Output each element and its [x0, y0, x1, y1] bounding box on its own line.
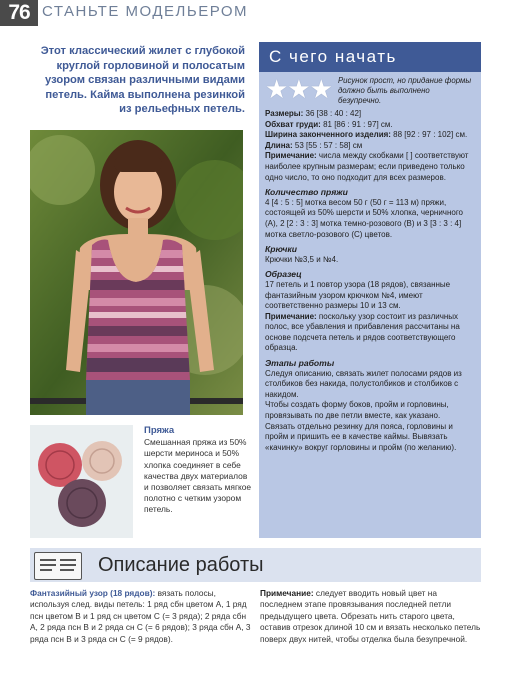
- sample-text: 17 петель и 1 повтор узора (18 рядов), связанные фантазийным узором крючком №4, имеют соответственно размеры 10 и 13 см.: [265, 279, 451, 311]
- intro-text: Этот классический жилет с глубокой круглой горловиной и полосатым узором связан различными видами петель. Кайма выполнена резинкой из рельефных петель.: [40, 45, 245, 116]
- note-sample: Примечание: поскольку узор состоит из различных полос, все убавления и прибавления рассчитаны на основе подсчета петель и рядов соответствующего образца.: [265, 311, 460, 353]
- pattern-instructions: [30, 588, 252, 645]
- yarn-balls-illustration: [30, 425, 133, 538]
- model-photo-illustration: [30, 130, 243, 415]
- difficulty-stars-icon: ★★★: [265, 74, 332, 104]
- section-title: СТАНЬТЕ МОДЕЛЬЕРОМ: [42, 3, 249, 20]
- chest-field: Обхват груди: 81 [86 : 91 : 97] см.: [265, 119, 393, 129]
- info-panel: [259, 42, 481, 538]
- yarn-photo: [30, 425, 133, 538]
- yarn-description: [144, 425, 254, 516]
- stages-paragraph-2: Чтобы создать форму боков, пройм и горловины, провязывать по две петли вместе, как указано.: [265, 400, 449, 421]
- pattern-text: вязать полосы, используя след. виды петель: 1 ряд сбн цветом A, 1 ряд псн цветом B и 1 ряд сн цветом C (= 3 ряда); 2 ряда сбн A, 2 ряда псн B и 2 ряда сн C (= 6 рядов); 3 ряда сбн A, 3 ряда псн B и 3 ряда сн C (= 9 рядов).: [30, 588, 251, 644]
- sample-title: Образец: [265, 269, 302, 280]
- width-field: Ширина законченного изделия: 88 [92 : 97 : 102] см.: [265, 130, 468, 140]
- yarn-quantity-title: Количество пряжи: [265, 187, 348, 198]
- sizes-field: Размеры: 36 [38 : 40 : 42]: [265, 109, 362, 118]
- description-title: Описание работы: [98, 554, 264, 576]
- hooks-text: Крючки №3,5 и №4.: [265, 254, 339, 264]
- difficulty-row: [265, 76, 475, 106]
- description-header: [30, 548, 481, 582]
- page-number: 76: [0, 0, 38, 26]
- note-label: Примечание:: [260, 588, 314, 598]
- color-change-note: [260, 588, 481, 645]
- model-photo: [30, 130, 243, 415]
- length-field: Длина: 53 [55 : 57 : 58] см: [265, 140, 363, 150]
- note-text: следует вводить новый цвет на последнем этапе провязывания последней петли предыдущего цвета. Обрезать нить старого цвета, оставив отрезок длиной 10 см и вязать несколько петель поверх двух нитей, чтобы отделка была безупречной.: [260, 588, 481, 644]
- pattern-label: Фантазийный узор (18 рядов):: [30, 588, 156, 598]
- stages-title: Этапы работы: [265, 358, 335, 369]
- stages-paragraph-1: Следуя описанию, связать жилет полосами рядов из столбиков без накида, полустолбиков и столбиков с накидом.: [265, 368, 462, 399]
- panel-title: С чего начать: [259, 42, 481, 72]
- yarn-title: Пряжа: [144, 425, 175, 436]
- note-sizes: Примечание: числа между скобками [ ] соответствуют наиболее крупным размерам; если приведено только одно число, то оно подходит для всех размеров.: [265, 151, 469, 182]
- pattern-notes-icon: [34, 552, 82, 580]
- stages-paragraph-3: Связать отдельно резинку для пояса, горловины и пройм и пришить ее в качестве каймы. Вывязать «качинку» вокруг горловины и пройм (по желанию).: [265, 421, 457, 452]
- yarn-text: Смешанная пряжа из 50% шерсти мериноса и 50% хлопка соединяет в себе качества двух материалов и позволяет связать мягкое полотно с четким узором петель.: [144, 437, 252, 515]
- yarn-quantity-text: 4 [4 : 5 : 5] мотка весом 50 г (50 г = 113 м) пряжи, состоящей из 50% шерсти и 50% хлопка, черничного (A), 2 [2 : 3 : 3] мотка темно-розового (B) и 3 [3 : 3 : 4] мотка светло-розового (C) цветов.: [265, 197, 464, 239]
- hooks-title: Крючки: [265, 244, 298, 255]
- difficulty-note: Рисунок прост, но придание формы должно быть выполнено безупречно.: [337, 76, 472, 105]
